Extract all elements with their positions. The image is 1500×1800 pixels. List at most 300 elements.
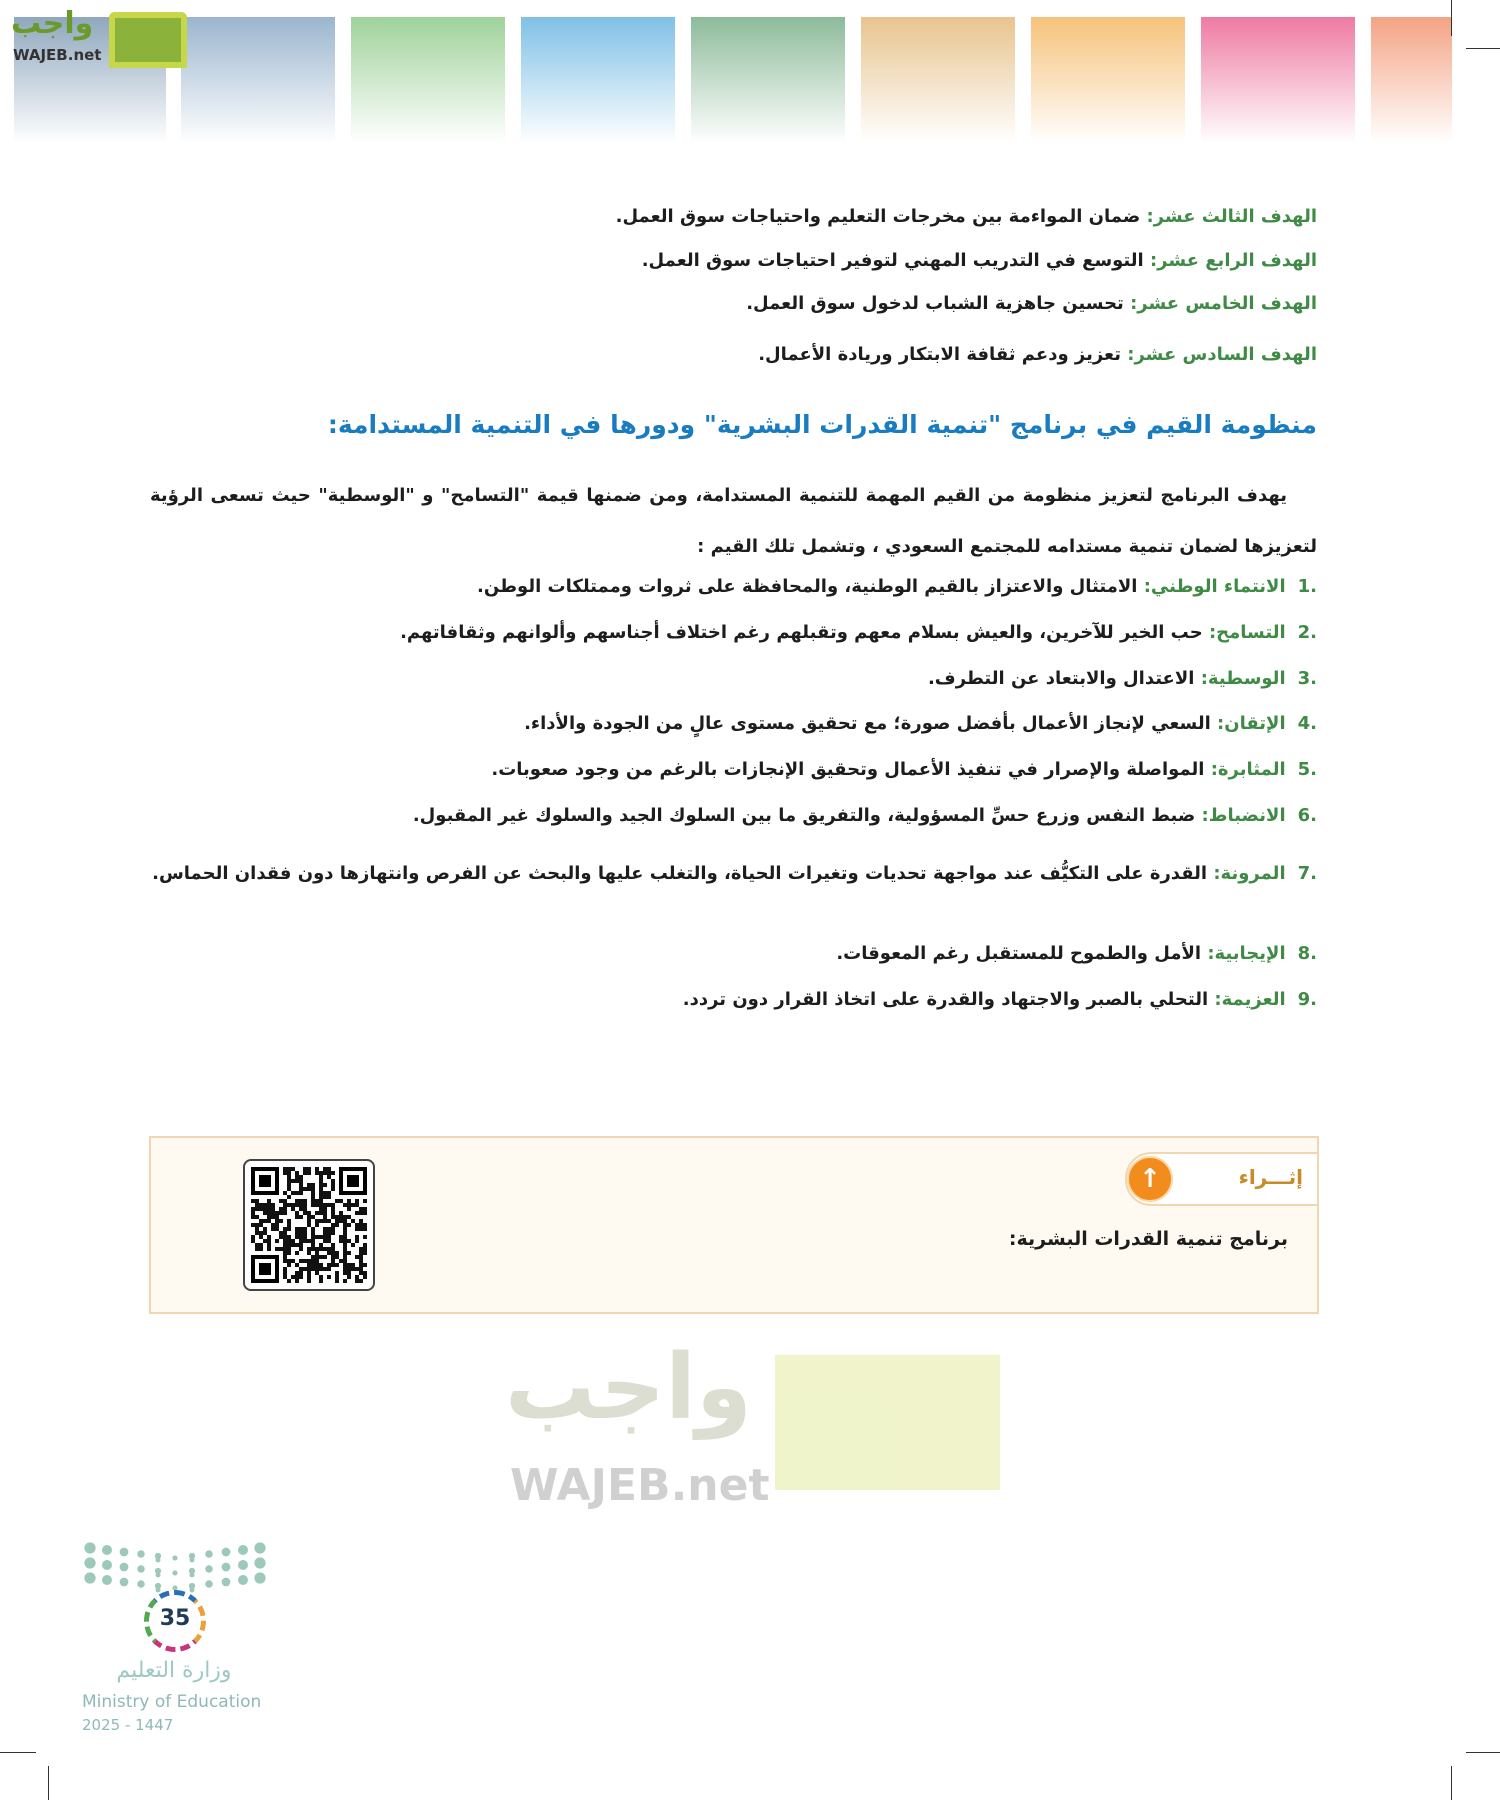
qr-module — [363, 1199, 367, 1203]
qr-module — [307, 1267, 311, 1271]
qr-module — [267, 1239, 271, 1243]
qr-module — [287, 1243, 291, 1247]
value-text: التحلي بالصبر والاجتهاد والقدرة على اتخاذ القرار دون تردد. — [682, 989, 1215, 1010]
qr-module — [307, 1211, 311, 1215]
logo-dot — [222, 1578, 231, 1587]
qr-module — [255, 1247, 259, 1251]
qr-module — [271, 1207, 275, 1211]
qr-module — [335, 1251, 339, 1255]
qr-module — [319, 1255, 323, 1259]
qr-module — [319, 1279, 323, 1283]
qr-module — [271, 1215, 275, 1219]
qr-module — [351, 1243, 355, 1247]
goal-label: الهدف الثالث عشر: — [1146, 206, 1317, 227]
qr-module — [299, 1231, 303, 1235]
value-label: الانتماء الوطني: — [1143, 576, 1286, 597]
qr-module — [319, 1199, 323, 1203]
qr-module — [291, 1167, 295, 1171]
qr-module — [319, 1187, 323, 1191]
qr-module — [319, 1179, 323, 1183]
logo-dot — [84, 1542, 95, 1553]
qr-module — [319, 1247, 323, 1251]
value-label: التسامح: — [1208, 622, 1286, 643]
qr-module — [259, 1207, 263, 1211]
qr-module — [359, 1211, 363, 1215]
qr-module — [299, 1271, 303, 1275]
qr-module — [283, 1207, 287, 1211]
qr-module — [359, 1207, 363, 1211]
qr-module — [323, 1235, 327, 1239]
qr-module — [335, 1219, 339, 1223]
qr-module — [355, 1279, 359, 1283]
qr-module — [299, 1239, 303, 1243]
qr-module — [327, 1167, 331, 1171]
crop-mark — [0, 1752, 36, 1753]
qr-module — [331, 1187, 335, 1191]
qr-module — [363, 1235, 367, 1239]
qr-module — [343, 1247, 347, 1251]
qr-module — [279, 1199, 283, 1203]
qr-module — [251, 1199, 255, 1203]
qr-module — [331, 1259, 335, 1263]
qr-module — [283, 1167, 287, 1171]
qr-module — [335, 1215, 339, 1219]
qr-module — [339, 1259, 343, 1263]
ministry-name-en: Ministry of Education — [82, 1692, 262, 1712]
qr-module — [291, 1191, 295, 1195]
qr-module — [359, 1279, 363, 1283]
goal-label: الهدف الرابع عشر: — [1149, 250, 1317, 271]
qr-module — [295, 1279, 299, 1283]
qr-module — [311, 1203, 315, 1207]
color-band — [521, 17, 675, 143]
qr-module — [291, 1275, 295, 1279]
qr-module — [251, 1235, 255, 1239]
qr-module — [343, 1259, 347, 1263]
qr-module — [307, 1187, 311, 1191]
qr-module — [295, 1211, 299, 1215]
qr-module — [311, 1243, 315, 1247]
qr-module — [319, 1207, 323, 1211]
qr-module — [343, 1231, 347, 1235]
value-label: العزيمة: — [1214, 989, 1286, 1010]
qr-module — [363, 1211, 367, 1215]
qr-module — [283, 1267, 287, 1271]
qr-module — [343, 1215, 347, 1219]
qr-module — [299, 1267, 303, 1271]
qr-module — [303, 1187, 307, 1191]
wajeb-logo — [11, 6, 191, 68]
qr-module — [275, 1227, 279, 1231]
qr-module — [279, 1247, 283, 1251]
qr-module — [271, 1227, 275, 1231]
qr-module — [355, 1227, 359, 1231]
qr-module — [323, 1255, 327, 1259]
qr-module — [291, 1179, 295, 1183]
qr-module — [287, 1259, 291, 1263]
qr-module — [327, 1171, 331, 1175]
qr-module — [275, 1219, 279, 1223]
qr-module — [347, 1239, 351, 1243]
qr-module — [359, 1223, 363, 1227]
qr-module — [339, 1219, 343, 1223]
qr-module — [339, 1239, 343, 1243]
qr-module — [295, 1191, 299, 1195]
qr-module — [327, 1263, 331, 1267]
qr-module — [311, 1235, 315, 1239]
qr-module — [311, 1191, 315, 1195]
value-text: المواصلة والإصرار في تنفيذ الأعمال وتحقيق الإنجازات بالرغم من وجود صعوبات. — [491, 759, 1211, 780]
watermark-en: WAJEB.net — [510, 1460, 770, 1511]
value-text: الامتثال والاعتزاز بالقيم الوطنية، والمحافظة على ثروات وممتلكات الوطن. — [477, 576, 1144, 597]
qr-module — [315, 1211, 319, 1215]
qr-module — [315, 1167, 319, 1171]
qr-module — [295, 1235, 299, 1239]
qr-module — [295, 1251, 299, 1255]
qr-module — [267, 1215, 271, 1219]
qr-module — [359, 1267, 363, 1271]
value-item — [150, 851, 1317, 897]
qr-module — [339, 1211, 343, 1215]
qr-module — [283, 1203, 287, 1207]
logo-dot — [190, 1573, 195, 1578]
qr-module — [315, 1199, 319, 1203]
qr-module — [287, 1251, 291, 1255]
qr-module — [323, 1203, 327, 1207]
qr-module — [323, 1167, 327, 1171]
qr-module — [299, 1259, 303, 1263]
qr-module — [355, 1255, 359, 1259]
qr-module — [287, 1171, 291, 1175]
qr-module — [307, 1215, 311, 1219]
item-number: .2 — [1297, 622, 1317, 643]
qr-module — [343, 1219, 347, 1223]
qr-module — [267, 1199, 271, 1203]
qr-module — [299, 1175, 303, 1179]
qr-module — [359, 1227, 363, 1231]
qr-module — [271, 1211, 275, 1215]
qr-module — [311, 1187, 315, 1191]
qr-module — [331, 1203, 335, 1207]
qr-module — [287, 1279, 291, 1283]
value-label: الإيجابية: — [1207, 943, 1286, 964]
item-number: .5 — [1297, 759, 1317, 780]
qr-module — [335, 1275, 339, 1279]
qr-module — [299, 1215, 303, 1219]
qr-module — [315, 1247, 319, 1251]
value-item — [400, 622, 1317, 643]
qr-module — [295, 1227, 299, 1231]
qr-module — [331, 1179, 335, 1183]
qr-module — [347, 1271, 351, 1275]
qr-module — [331, 1263, 335, 1267]
logo-dot — [102, 1575, 112, 1585]
qr-module — [315, 1251, 319, 1255]
qr-module — [299, 1199, 303, 1203]
qr-module — [279, 1207, 283, 1211]
logo-dot — [120, 1578, 129, 1587]
qr-module — [267, 1235, 271, 1239]
qr-module — [339, 1235, 343, 1239]
book-icon — [109, 12, 187, 68]
item-number: .9 — [1297, 989, 1317, 1010]
qr-module — [259, 1223, 263, 1227]
qr-module — [287, 1175, 291, 1179]
logo-dot — [238, 1545, 248, 1555]
color-band — [1201, 17, 1355, 143]
qr-module — [323, 1195, 327, 1199]
qr-module — [319, 1191, 323, 1195]
qr-module — [315, 1271, 319, 1275]
qr-module — [283, 1259, 287, 1263]
value-text: القدرة على التكيُّف عند مواجهة تحديات وتغيرات الحياة، والتغلب عليها والبحث عن الفرص وانتهازها دون فقدان الحماس. — [152, 863, 1214, 884]
qr-module — [311, 1247, 315, 1251]
qr-module — [307, 1247, 311, 1251]
qr-module — [327, 1203, 331, 1207]
qr-module — [267, 1203, 271, 1207]
color-band — [1371, 17, 1452, 143]
qr-module — [319, 1175, 323, 1179]
qr-module — [255, 1231, 259, 1235]
qr-module — [303, 1167, 307, 1171]
qr-module — [255, 1227, 259, 1231]
crop-mark — [48, 1766, 49, 1800]
color-band — [1031, 17, 1185, 143]
qr-module — [263, 1227, 267, 1231]
qr-module — [347, 1275, 351, 1279]
qr-module — [287, 1179, 291, 1183]
value-item — [524, 713, 1317, 734]
qr-module — [355, 1235, 359, 1239]
qr-module — [255, 1215, 259, 1219]
qr-module — [331, 1207, 335, 1211]
qr-module — [303, 1231, 307, 1235]
qr-module — [299, 1203, 303, 1207]
logo-dot — [120, 1548, 129, 1557]
qr-module — [363, 1275, 367, 1279]
goal-label: الهدف السادس عشر: — [1127, 344, 1317, 365]
logo-text-ar: واجب — [11, 6, 94, 41]
qr-module — [303, 1227, 307, 1231]
qr-module — [347, 1251, 351, 1255]
value-text: الأمل والطموح للمستقبل رغم المعوقات. — [836, 943, 1208, 964]
qr-module — [299, 1247, 303, 1251]
qr-module — [295, 1171, 299, 1175]
qr-module — [307, 1219, 311, 1223]
qr-module — [343, 1255, 347, 1259]
qr-module — [287, 1235, 291, 1239]
qr-module — [319, 1171, 323, 1175]
qr-module — [303, 1207, 307, 1211]
qr-module — [307, 1251, 311, 1255]
qr-module — [279, 1219, 283, 1223]
qr-module — [275, 1211, 279, 1215]
goal-text: تعزيز ودعم ثقافة الابتكار وريادة الأعمال. — [758, 344, 1128, 365]
qr-module — [355, 1239, 359, 1243]
qr-module — [343, 1239, 347, 1243]
qr-module — [283, 1239, 287, 1243]
qr-module — [283, 1275, 287, 1279]
watermark-ar: واجب — [505, 1335, 752, 1440]
qr-module — [311, 1259, 315, 1263]
watermark — [505, 1335, 1005, 1515]
value-text: الاعتدال والابتعاد عن التطرف. — [927, 668, 1201, 689]
qr-module — [267, 1243, 271, 1247]
qr-module — [307, 1259, 311, 1263]
qr-module — [319, 1267, 323, 1271]
logo-dot — [173, 1571, 178, 1576]
logo-dot — [254, 1557, 265, 1568]
qr-module — [291, 1239, 295, 1243]
year: 2025 - 1447 — [82, 1716, 174, 1734]
qr-module — [279, 1235, 283, 1239]
qr-module — [307, 1171, 311, 1175]
logo-dot — [84, 1572, 95, 1583]
ministry-logo — [80, 1540, 270, 1740]
qr-module — [295, 1215, 299, 1219]
qr-module — [343, 1251, 347, 1255]
qr-module — [363, 1227, 367, 1231]
value-text: حب الخير للآخرين، والعيش بسلام معهم وتقبلهم رغم اختلاف أجناسهم وألوانهم وثقافاتهم. — [400, 622, 1209, 643]
qr-module — [323, 1231, 327, 1235]
qr-module — [315, 1223, 319, 1227]
qr-module — [315, 1203, 319, 1207]
qr-module — [323, 1247, 327, 1251]
qr-module — [327, 1227, 331, 1231]
goal-text: تحسين جاهزية الشباب لدخول سوق العمل. — [746, 293, 1131, 314]
qr-module — [327, 1239, 331, 1243]
qr-module — [323, 1239, 327, 1243]
enrichment-text: برنامج تنمية القدرات البشرية: — [1008, 1228, 1288, 1250]
qr-module — [339, 1215, 343, 1219]
goal-14 — [642, 250, 1317, 271]
qr-module — [255, 1207, 259, 1211]
qr-module — [263, 1219, 267, 1223]
qr-module — [331, 1247, 335, 1251]
qr-module — [343, 1271, 347, 1275]
qr-module — [287, 1167, 291, 1171]
qr-module — [259, 1243, 263, 1247]
qr-module — [335, 1223, 339, 1227]
qr-module — [327, 1275, 331, 1279]
logo-dot — [137, 1580, 145, 1588]
qr-module — [283, 1255, 287, 1259]
crop-mark — [1466, 48, 1500, 49]
crop-mark — [1451, 0, 1452, 36]
qr-finder — [347, 1175, 359, 1187]
logo-text-en: WAJEB.net — [13, 46, 102, 64]
qr-module — [363, 1263, 367, 1267]
qr-module — [299, 1235, 303, 1239]
qr-module — [347, 1207, 351, 1211]
qr-module — [319, 1195, 323, 1199]
qr-module — [311, 1239, 315, 1243]
qr-module — [343, 1279, 347, 1283]
qr-module — [307, 1167, 311, 1171]
qr-module — [347, 1215, 351, 1219]
goal-label: الهدف الخامس عشر: — [1130, 293, 1317, 314]
qr-module — [327, 1231, 331, 1235]
qr-module — [315, 1219, 319, 1223]
qr-module — [283, 1231, 287, 1235]
qr-module — [303, 1235, 307, 1239]
qr-finder — [259, 1263, 271, 1275]
qr-module — [295, 1203, 299, 1207]
qr-module — [263, 1239, 267, 1243]
qr-module — [307, 1271, 311, 1275]
qr-module — [351, 1219, 355, 1223]
qr-module — [275, 1215, 279, 1219]
page-number: 35 — [159, 1606, 191, 1631]
qr-module — [287, 1219, 291, 1223]
qr-module — [263, 1207, 267, 1211]
logo-dot — [156, 1588, 161, 1593]
logo-dot — [173, 1556, 178, 1561]
logo-dot — [84, 1557, 95, 1568]
qr-module — [311, 1227, 315, 1231]
qr-module — [287, 1203, 291, 1207]
qr-module — [299, 1207, 303, 1211]
color-band — [861, 17, 1015, 143]
qr-module — [295, 1263, 299, 1267]
qr-module — [359, 1247, 363, 1251]
qr-module — [343, 1243, 347, 1247]
watermark-book-icon — [775, 1355, 1000, 1490]
qr-module — [263, 1231, 267, 1235]
qr-module — [251, 1239, 255, 1243]
qr-module — [355, 1199, 359, 1203]
qr-module — [319, 1235, 323, 1239]
qr-module — [299, 1187, 303, 1191]
qr-module — [319, 1203, 323, 1207]
qr-code[interactable] — [243, 1159, 375, 1291]
goal-text: التوسع في التدريب المهني لتوفير احتياجات سوق العمل. — [641, 250, 1150, 271]
qr-module — [343, 1267, 347, 1271]
qr-module — [347, 1199, 351, 1203]
goal-15 — [746, 293, 1317, 314]
qr-module — [335, 1263, 339, 1267]
qr-module — [287, 1223, 291, 1227]
item-number: .8 — [1297, 943, 1317, 964]
qr-module — [299, 1243, 303, 1247]
qr-module — [255, 1223, 259, 1227]
logo-dot — [238, 1575, 248, 1585]
qr-module — [351, 1263, 355, 1267]
qr-module — [259, 1203, 263, 1207]
qr-module — [339, 1199, 343, 1203]
qr-module — [347, 1267, 351, 1271]
value-label: الإتقان: — [1217, 713, 1286, 734]
crop-mark — [1451, 1766, 1452, 1800]
qr-module — [303, 1203, 307, 1207]
value-text: السعي لإنجاز الأعمال بأفضل صورة؛ مع تحقيق مستوى عالٍ من الجودة والأداء. — [524, 713, 1218, 734]
qr-module — [283, 1235, 287, 1239]
qr-module — [355, 1211, 359, 1215]
qr-module — [251, 1215, 255, 1219]
qr-module — [359, 1271, 363, 1275]
qr-module — [359, 1255, 363, 1259]
qr-module — [331, 1227, 335, 1231]
qr-module — [323, 1227, 327, 1231]
qr-module — [283, 1211, 287, 1215]
qr-module — [335, 1199, 339, 1203]
qr-module — [331, 1215, 335, 1219]
value-item — [477, 576, 1317, 597]
qr-module — [335, 1271, 339, 1275]
qr-module — [363, 1223, 367, 1227]
qr-module — [255, 1199, 259, 1203]
qr-module — [355, 1275, 359, 1279]
